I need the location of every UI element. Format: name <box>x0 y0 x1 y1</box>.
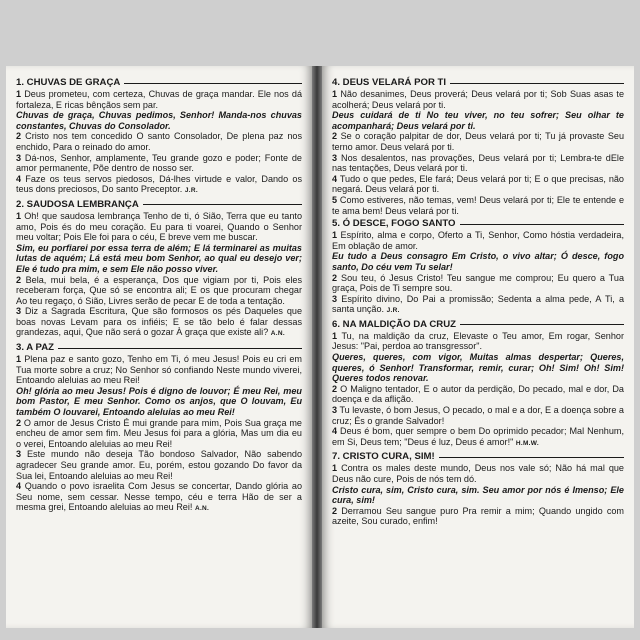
verse-text: Cristo cura, sim, Cristo cura, sim. Seu amor por nós é Imenso; Ele cura, sim! <box>332 484 624 506</box>
hymn-verse <box>16 418 302 450</box>
title-rule <box>58 348 302 349</box>
verse-number: 2 <box>16 417 22 428</box>
author-initials: J.R. <box>184 187 198 195</box>
hymn-verse <box>332 426 624 449</box>
title-rule <box>439 457 624 458</box>
verse-text: O amor de Jesus Cristo É mui grande para mim, Pois Sua graça me encheu de amor sem fim. Meu Jesus foi para a glória, Mas um dia eu o verei, Entoando aleluias ao meu Rei! <box>16 417 302 449</box>
hymn-verse <box>16 211 302 243</box>
verse-number: 1 <box>16 210 22 221</box>
hymn-verse <box>332 230 624 251</box>
hymn-verse <box>16 449 302 481</box>
author-initials: J.R. <box>386 307 400 315</box>
verse-text: Deus cuidará de ti No teu viver, no teu sofrer; Seu olhar te acompanhará; Deus velará por ti. <box>332 110 624 131</box>
hymn-verse <box>16 89 302 110</box>
hymn-verse <box>16 131 302 152</box>
hymn-chorus <box>332 110 624 131</box>
verse-text: Sim, eu porfiarei por essa terra de além; E lá terminarei as muitas lutas de aquém; Lá está meu bom Senhor, ao qual eu desejo ver; Ele é tudo pra mim, e sem Ele não posso viver. <box>16 242 302 274</box>
verse-number: 5 <box>332 194 338 205</box>
hymn-title <box>16 199 302 210</box>
hymn-verse <box>332 463 624 484</box>
hymn-title-text: 7. CRISTO CURA, SIM! <box>332 451 435 463</box>
author-initials: A.N. <box>270 330 285 338</box>
hymn-verse <box>332 195 624 216</box>
hymn-title-text: 2. SAUDOSA LEMBRANÇA <box>16 198 139 210</box>
title-rule <box>460 324 624 325</box>
verse-text: Contra os males deste mundo, Deus nos vale só; Não há mal que Deus não cure, Pois de nós tem dó. <box>332 463 624 484</box>
hymn-title-text: 3. A PAZ <box>16 342 55 354</box>
title-rule <box>460 224 625 225</box>
verse-number: 4 <box>332 426 338 437</box>
hymn-title <box>332 319 624 330</box>
hymn-verse <box>332 153 624 174</box>
verse-text: Tu, na maldição da cruz, Elevaste o Teu amor, Em rogar, Senhor Jesus: "Pai, perdoa ao transgressor". <box>332 330 624 352</box>
verse-number: 4 <box>16 173 22 184</box>
hymn-verse <box>332 131 624 152</box>
title-rule <box>124 83 302 84</box>
verse-number: 4 <box>332 173 338 184</box>
verse-text: Derramou Seu sangue puro Pra remir a mim; Quando ungido com azeite, Sou curado, enfim! <box>332 505 625 527</box>
verse-text: Eu tudo a Deus consagro Em Cristo, o vivo altar; Ó desce, fogo santo, Do céu vem Tu selar! <box>332 251 624 272</box>
verse-text: Oh! glória ao meu Jesus! Pois é digno de louvor; É meu Rei, meu bom Pastor, E meu Senhor. Como os anjos, que O louvam, Eu também O louvarei, Entoando aleluias ao meu Rei! <box>16 385 302 418</box>
verse-text: Cristo nos tem concedido O santo Consolador, De plena paz nos enchido, Para o reinado do amor. <box>16 131 302 152</box>
verse-number: 2 <box>16 131 22 142</box>
verse-text: Tudo o que pedes, Ele fará; Deus velará por ti; E o que precisas, não negará. Deus velará por ti. <box>332 173 624 195</box>
verse-text: Faze os teus servos piedosos, Dá-lhes virtude e valor, Dando os teus dons preciosos, Do santo Preceptor. <box>16 173 302 195</box>
verse-number: 2 <box>16 274 22 285</box>
verse-text: Deus prometeu, com certeza, Chuvas de graça mandar. Ele nos dá fortaleza, E ricas bênçãos sem par. <box>16 89 302 110</box>
hymn-section <box>16 77 302 197</box>
hymn-chorus <box>332 352 624 384</box>
hymn-section <box>16 342 302 515</box>
hymn-title-text: 5. Ó DESCE, FOGO SANTO <box>332 218 456 230</box>
verse-number: 3 <box>16 306 22 317</box>
verse-number: 2 <box>332 131 338 142</box>
verse-number: 2 <box>332 272 338 283</box>
verse-text: Diz a Sagrada Escritura, Que são formosos os pés Daqueles que boas novas Levam para os infiéis; E se tão belo é falar dessas grandezas, aqui, Que não será o gozar À graça que existe ali? <box>16 306 302 338</box>
verse-text: Espírito, alma e corpo, Oferto a Ti, Senhor, Como hóstia verdadeira, Em oblação de amor. <box>332 230 624 251</box>
hymn-chorus <box>16 243 302 275</box>
verse-text: Se o coração palpitar de dor, Deus velará por ti; Tu já provaste Seu terno amor. Deus velará por ti. <box>332 131 625 152</box>
hymn-verse <box>332 405 624 426</box>
verse-number: 1 <box>332 89 338 99</box>
verse-text: Como estiveres, não temas, vem! Deus velará por ti; Ele te entende e te ama bem! Deus velará por ti. <box>332 194 624 216</box>
hymn-chorus <box>332 485 624 506</box>
verse-number: 2 <box>332 505 338 516</box>
hymn-title-text: 4. DEUS VELARÁ POR TI <box>332 77 447 88</box>
verse-text: Bela, mui bela, é a esperança, Dos que vigiam por ti, Pois eles receberam força, Que só se encontra ali; E os que procuram chegar Ao teu regaço, ó Sião, Livres serão de pecar E de toda a tentação. <box>16 274 302 306</box>
verse-number: 1 <box>332 230 338 241</box>
hymn-verse <box>332 384 624 405</box>
verse-number: 1 <box>16 89 22 99</box>
hymn-title-text: 6. NA MALDIÇÃO DA CRUZ <box>332 318 457 330</box>
verse-text: Dá-nos, Senhor, amplamente, Teu grande gozo e poder; Fonte de amor permanente, Põe dentro de nosso ser. <box>16 152 302 174</box>
hymn-verse <box>16 275 302 307</box>
verse-text: Deus é bom, quer sempre o bem Do oprimido pecador; Mal Nenhum, em Si, Deus tem; "Deus é luz, Deus é amor!" <box>332 426 624 447</box>
hymn-section <box>332 319 624 450</box>
verse-text: Este mundo não deseja Tão bondoso Salvador, Não sabendo agradecer Seu grande amor. Eu, porém, estou gozando Do favor da Sua lei, Entoando aleluias ao meu Rei! <box>16 449 302 481</box>
hymn-title <box>332 77 624 88</box>
verse-number: 1 <box>16 354 22 365</box>
author-initials: H.M.W. <box>515 439 539 447</box>
verse-number: 1 <box>332 463 338 474</box>
verse-text: O Maligno tentador, E o autor da perdição, Do pecado, mal e dor, Da doença e da aflição. <box>332 383 624 405</box>
title-rule <box>450 83 624 84</box>
verse-number: 2 <box>332 383 338 394</box>
hymn-verse <box>332 89 624 110</box>
verse-text: Tu levaste, ó bom Jesus, O pecado, o mal e a dor, E a doença sobre a cruz; És o grande Salvador! <box>332 405 624 426</box>
verse-text: Plena paz e santo gozo, Tenho em Ti, ó meu Jesus! Pois eu cri em Tua morte sobre a cruz; No Senhor só confiando Neste mundo viverei, Entoando aleluias ao meu Rei! <box>16 354 302 386</box>
hymn-chorus <box>332 251 624 272</box>
verse-text: Nos desalentos, nas provações, Deus velará por ti; Lembra-te dEle nas tentações, Deus velará por ti. <box>332 152 624 174</box>
hymn-chorus <box>16 386 302 418</box>
verse-text: Sou teu, ó Jesus Cristo! Teu sangue me comprou; Eu quero a Tua graça, Pois de Ti sempre sou. <box>332 272 625 294</box>
hymn-section <box>332 451 624 527</box>
hymn-title <box>332 218 624 229</box>
hymn-section <box>332 218 624 317</box>
verse-number: 3 <box>332 405 338 416</box>
hymn-verse <box>332 506 624 527</box>
left-page <box>6 66 312 628</box>
verse-number: 1 <box>332 330 338 341</box>
verse-text: Chuvas de graça, Chuvas pedimos, Senhor! Manda-nos chuvas constantes, Chuvas do Consolador. <box>16 110 302 131</box>
hymn-chorus <box>16 110 302 131</box>
verse-number: 3 <box>16 449 22 460</box>
hymn-verse <box>332 294 624 317</box>
verse-text: Queres, queres, com vigor, Muitas almas despertar; Queres, queres, ó Senhor! Transformar, remir, curar; Oh! Sim! Oh! Sim! Queres todos renovar. <box>332 352 624 384</box>
hymn-section <box>16 199 302 340</box>
hymn-title <box>16 77 302 88</box>
author-initials: A.N. <box>194 505 210 513</box>
hymn-verse <box>16 174 302 197</box>
hymn-title <box>332 451 624 462</box>
verse-number: 3 <box>16 152 22 163</box>
verse-number: 3 <box>332 152 338 163</box>
verse-text: Quando o povo israelita Com Jesus se concertar, Dando glória ao Seu nome, sem cessar. Nesse tempo, céu e terra Hão de ser a mesma grei, Entoando aleluias ao meu Rei! <box>16 481 302 513</box>
verse-text: Espírito divino, Do Pai a promissão; Sedenta a alma pede, A Ti, a santa unção. <box>332 293 624 315</box>
right-page <box>322 66 634 628</box>
hymn-verse <box>332 331 624 352</box>
hymn-verse <box>16 153 302 174</box>
verse-number: 4 <box>16 481 22 492</box>
verse-number: 3 <box>332 293 338 304</box>
verse-text: Oh! que saudosa lembrança Tenho de ti, ó Sião, Terra que eu tanto amo, Pois és do meu coração. Eu para ti voarei, Quando o Senhor meu voltar; Pois Ele foi para o céu, E breve vem me buscar. <box>16 210 302 243</box>
hymn-section <box>332 77 624 216</box>
title-rule <box>143 204 302 205</box>
hymn-verse <box>16 306 302 340</box>
verse-text: Não desanimes, Deus proverá; Deus velará por ti; Sob Suas asas te acolherá; Deus velará por ti. <box>332 89 625 110</box>
hymn-verse <box>16 354 302 386</box>
hymn-title-text: 1. CHUVAS DE GRAÇA <box>16 77 121 88</box>
hymn-title <box>16 342 302 353</box>
book-gutter <box>312 66 322 628</box>
hymn-verse <box>332 273 624 294</box>
hymn-verse <box>16 481 302 515</box>
hymn-verse <box>332 174 624 195</box>
